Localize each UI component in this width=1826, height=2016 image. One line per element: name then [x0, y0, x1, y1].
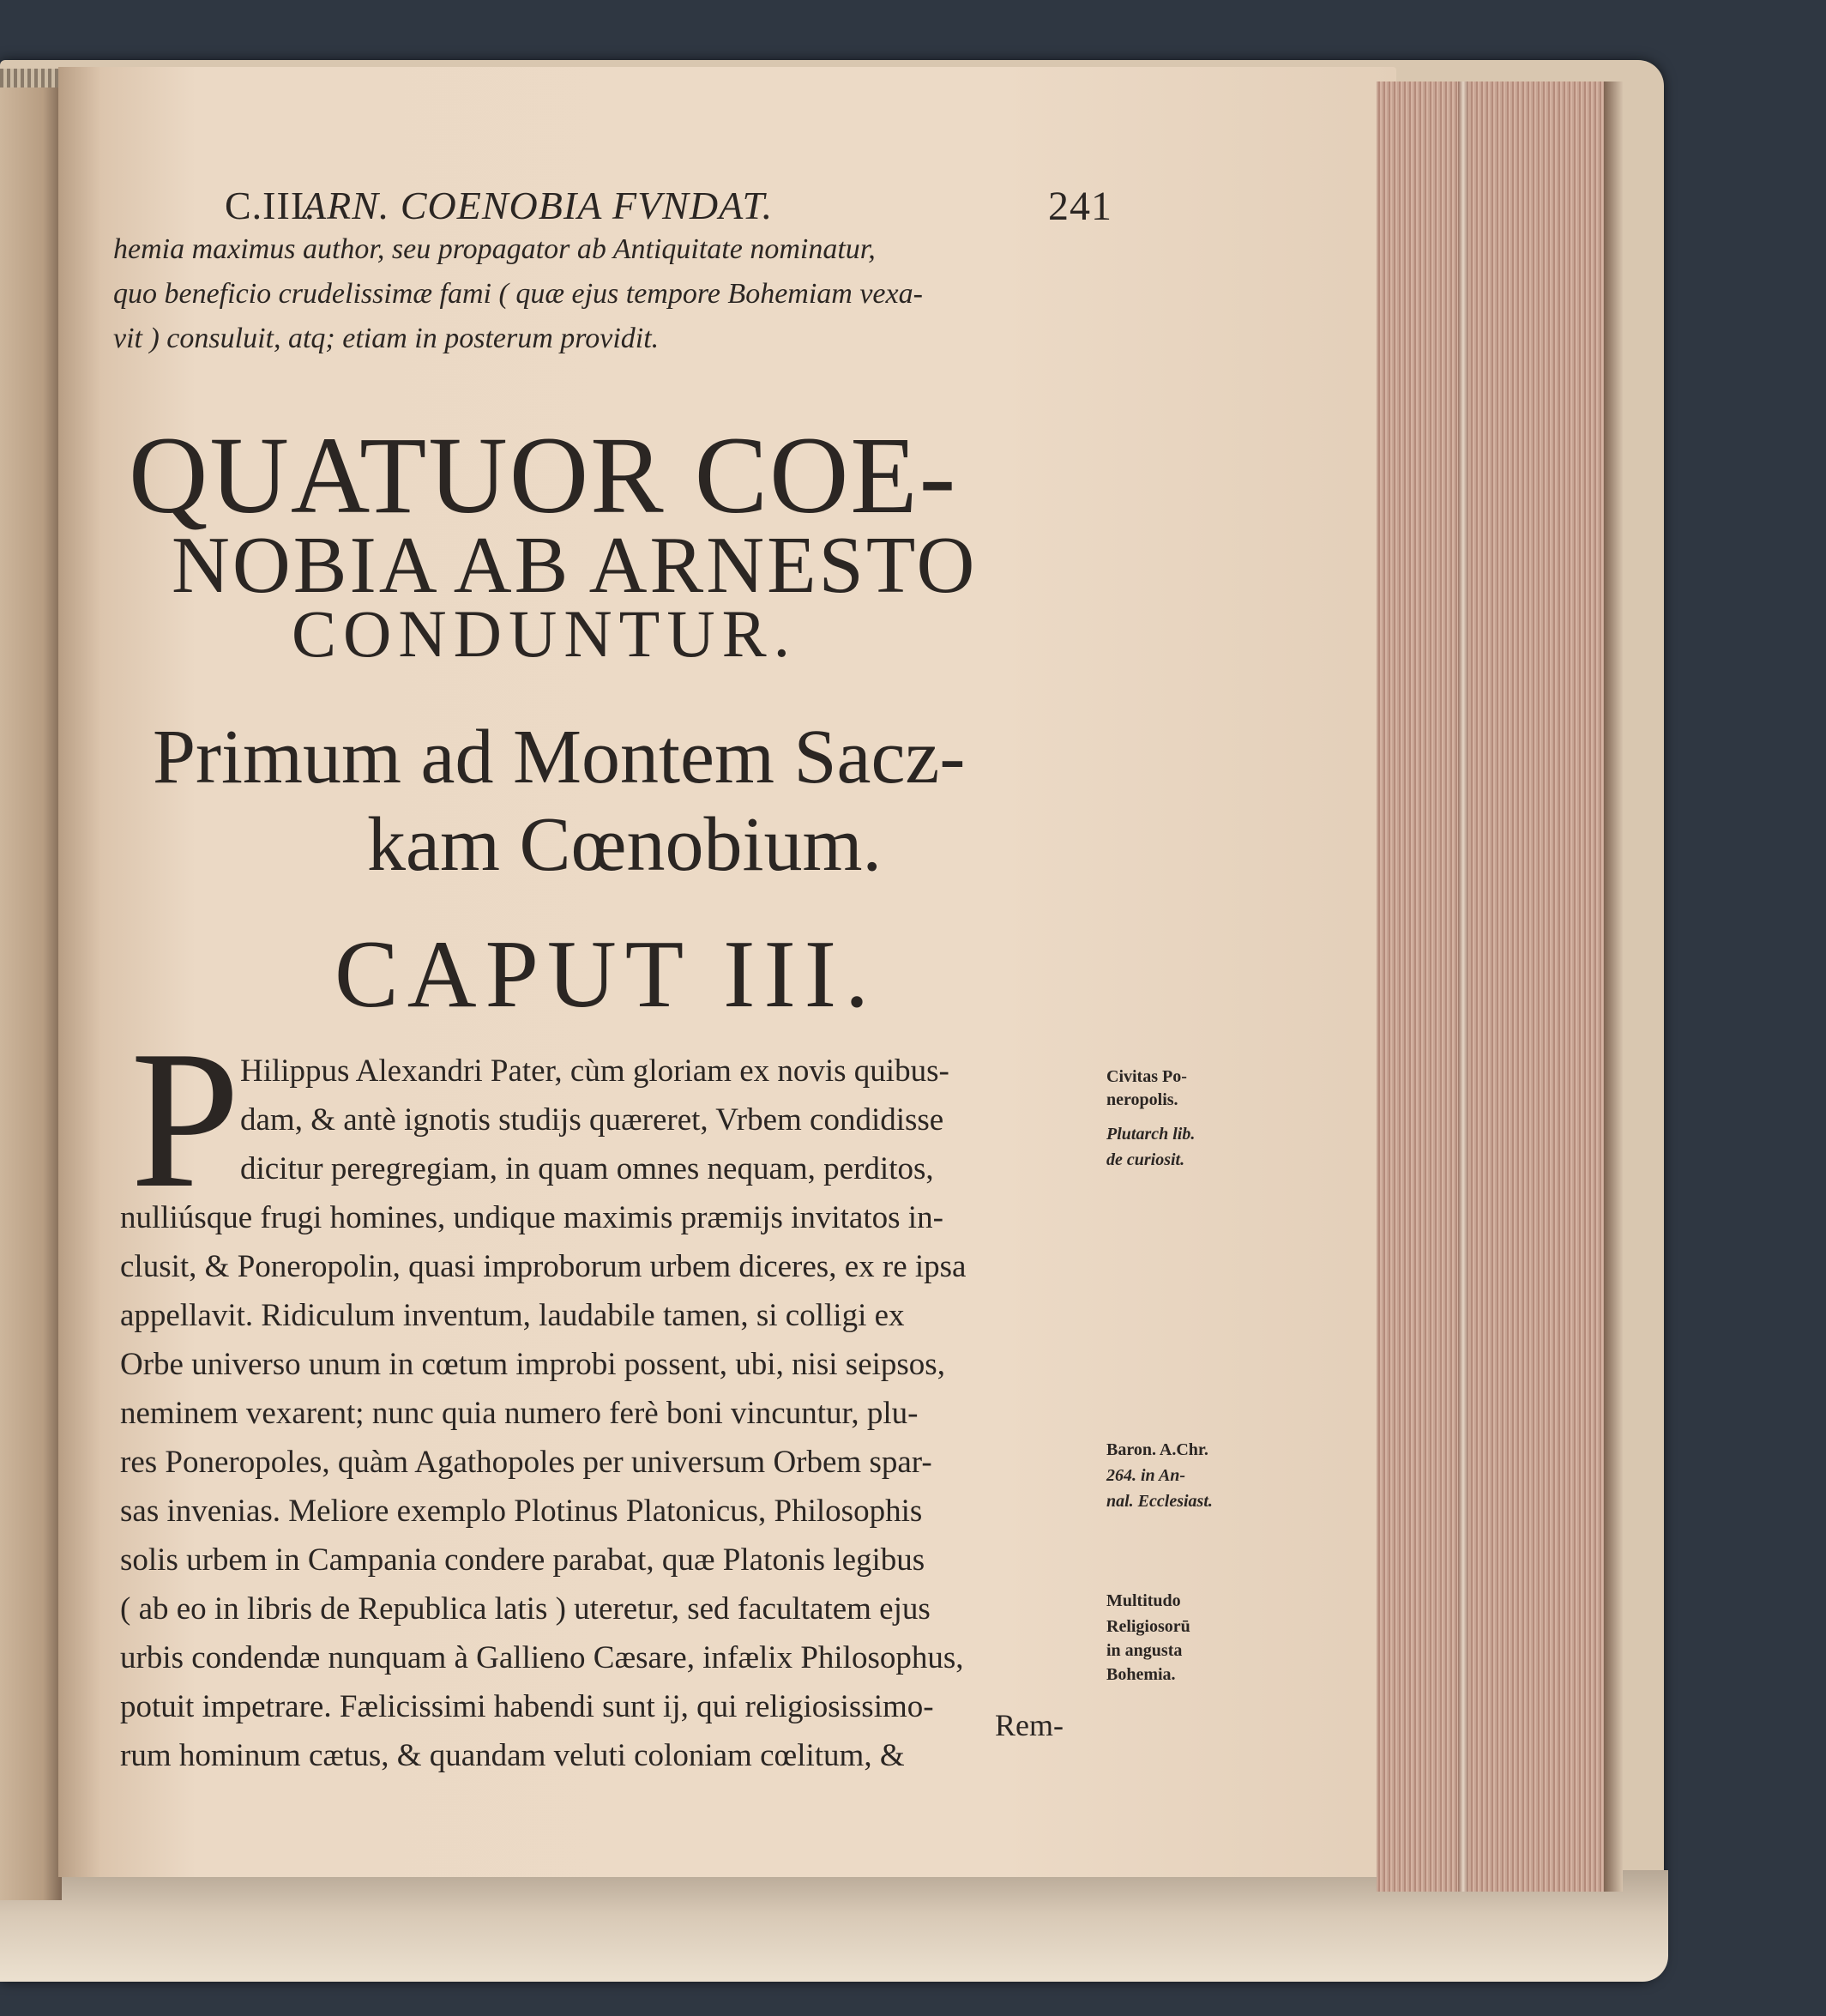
margin-note: neropolis.: [1106, 1090, 1178, 1109]
subheading-line-2: kam Cœnobium.: [367, 802, 882, 887]
margin-note: in angusta: [1106, 1641, 1183, 1660]
body-line: appellavit. Ridiculum inventum, laudabile tamen, si colligi ex: [120, 1298, 905, 1333]
body-line: ( ab eo in libris de Republica latis ) uteretur, sed facultatem ejus: [120, 1591, 931, 1627]
page-number: 241: [1048, 184, 1112, 229]
body-line: sas invenias. Meliore exemplo Plotinus Platonicus, Philosophis: [120, 1494, 923, 1529]
intro-line: quo beneficio crudelissimæ fami ( quæ ejus tempore Bohemiam vexa-: [113, 278, 923, 310]
running-head: [225, 183, 1112, 229]
margin-note: nal. Ecclesiast.: [1106, 1492, 1213, 1511]
body-line: neminem vexarent; nunc quia numero ferè boni vincuntur, plu-: [120, 1396, 919, 1431]
body-line: clusit, & Poneropolin, quasi improborum urbem diceres, ex re ipsa: [120, 1249, 967, 1284]
margin-note: Baron. A.Chr.: [1106, 1440, 1208, 1459]
intro-line: hemia maximus author, seu propagator ab Antiquitate nominatur,: [113, 233, 876, 265]
subheading-line-1: Primum ad Montem Sacz-: [153, 715, 966, 800]
chapter-label: CAPUT III.: [334, 921, 878, 1028]
running-head-title: ARN. COENOBIA FVNDAT.: [302, 184, 774, 227]
heading-line-1: QUATUOR COE-: [129, 414, 958, 536]
body-line: nulliúsque frugi homines, undique maximis præmijs invitatos in-: [120, 1200, 943, 1235]
body-line: urbis condendæ nunquam à Gallieno Cæsare, infælix Philosophus,: [120, 1640, 964, 1675]
margin-note: 264. in An-: [1106, 1466, 1186, 1485]
margin-note: Multitudo: [1106, 1591, 1181, 1610]
previous-page-edge: [0, 81, 62, 1900]
cover-edge: [1604, 81, 1623, 1892]
margin-note: Plutarch lib.: [1106, 1125, 1196, 1144]
catchword: Rem-: [995, 1708, 1064, 1742]
body-line: Orbe universo unum in cœtum improbi possent, ubi, nisi seipsos,: [120, 1347, 945, 1382]
margin-note: Bohemia.: [1106, 1665, 1176, 1684]
body-line: dam, & antè ignotis studijs quæreret, Vrbem condidisse: [240, 1102, 944, 1138]
drop-cap: P: [130, 1010, 240, 1228]
page-edges: [1377, 81, 1608, 1892]
heading-line-3: CONDUNTUR.: [292, 596, 798, 671]
intro-line: vit ) consuluit, atq; etiam in posterum providit.: [113, 323, 660, 354]
body-line: potuit impetrare. Fælicissimi habendi sunt ij, qui religiosissimo-: [120, 1689, 934, 1724]
running-head-chapter: C.III.: [225, 184, 316, 227]
page-edges-gap: [1458, 81, 1468, 1892]
body-line: solis urbem in Campania condere parabat, quæ Platonis legibus: [120, 1542, 925, 1578]
heading-line-2: NOBIA AB ARNESTO: [172, 521, 978, 610]
body-line: rum hominum cætus, & quandam veluti coloniam cœlitum, &: [120, 1738, 905, 1773]
body-line: res Poneropoles, quàm Agathopoles per universum Orbem spar-: [120, 1445, 932, 1480]
body-line: Hilippus Alexandri Pater, cùm gloriam ex novis quibus-: [240, 1053, 949, 1089]
margin-note: de curiosit.: [1106, 1150, 1185, 1169]
body-line: dicitur peregregiam, in quam omnes nequam, perditos,: [240, 1151, 934, 1186]
margin-note: Civitas Po-: [1106, 1067, 1187, 1086]
margin-note: Religiosorū: [1106, 1617, 1190, 1636]
